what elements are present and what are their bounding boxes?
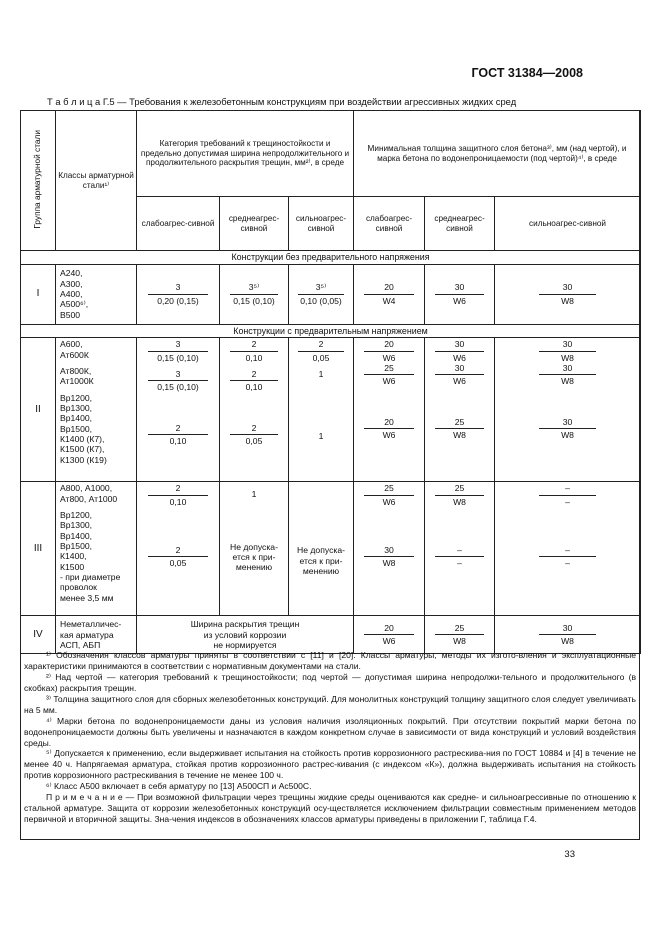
header-category: Категория требований к трещиностойкости и предельно допустимая ширина непродолжительного и продолжительного раскрытия трещин, мм²⁾, в среде: [137, 111, 354, 197]
g4-cover-medium: 25 W8: [425, 616, 495, 654]
env-strong-2: сильноагрес-сивной: [495, 197, 641, 251]
footnote-1: ¹⁾ Обозначения классов арматуры приняты в соответствии с [11] и [20]. Классы арматуры, методы их изгото-вления и эксплуатационные характеристики принимаются в соответствии с нормативным документами на стали.: [24, 650, 636, 671]
g1-cover-medium: 30 W6: [425, 264, 495, 324]
env-medium-1: среднеагрес-сивной: [220, 197, 289, 251]
g1-cover-weak: 20 W4: [354, 264, 425, 324]
header-group: Группа арматурной стали: [32, 130, 43, 229]
g2-cover-weak: 20 W6 25 W6 20 W6: [354, 338, 425, 482]
g2-cover-medium: 30 W6 30 W6 25 W8: [425, 338, 495, 482]
group-ii: II: [21, 338, 56, 482]
group-iii: III: [21, 482, 56, 616]
footnote-2: ²⁾ Над чертой — категория требований к трещиностойкости; под чертой — допустимая ширина непродолжи-тельного и продолжительного (в скобках) раскрытия трещин.: [24, 671, 636, 693]
group-i: I: [21, 264, 56, 324]
footnote-3: ³⁾ Толщина защитного слоя для сборных железобетонных конструкций. Для монолитных конструкций толщину защитного слоя следует увеличивать на 5 мм.: [24, 693, 636, 715]
requirements-table: [20, 110, 641, 654]
page-number: 33: [564, 849, 575, 860]
table-note: П р и м е ч а н и е — При возможной фильтрации через трещины жидкие среды оцениваются как средне- и сильноагрессивные по отношению к стальной арматуре. Защита от коррозии железобетонных конструкций осу-ществляется исключением фильтрации совместным применением методов первичной и вторичной защиты. Зна-чения индексов в обозначениях классов арматуры приведены в приложении Г, таблица Г.4.: [24, 792, 636, 825]
header-classes: Классы арматурной стали¹⁾: [56, 111, 137, 251]
header-min-cover: Минимальная толщина защитного слоя бетона³⁾, мм (над чертой), и марка бетона по водонепроницаемости (под чертой)⁴⁾, в среде: [354, 111, 641, 197]
classes-g4: Неметалличес- кая арматура АСП, АБП: [56, 616, 137, 654]
env-medium-2: среднеагрес-сивной: [425, 197, 495, 251]
footnote-4: ⁴⁾ Марки бетона по водонепроницаемости даны из условия наличия изоляционных покрытий. При отсутствии покрытий марки бетона по водонепроницаемости должны быть увеличены и назначаются в каждом конкретном случае в зависимости от вида конструкций и условий воздействия среды.: [24, 715, 636, 748]
g2-cover-strong: 30 W8 30 W8 30 W8: [495, 338, 641, 482]
classes-g3: А800, А1000, Ат800, Ат1000 Вр1200, Вр1300, Вр1400, Вр1500, К1400, К1500 - при диаметре проволок менее 3,5 мм: [56, 482, 137, 616]
header-group-cell: [21, 111, 56, 251]
g3-cover-medium: 25 W8 – –: [425, 482, 495, 616]
section-non-prestressed: Конструкции без предварительного напряжения: [21, 251, 641, 265]
g3-cat-medium: 1 Не допуска- ется к при- менению: [220, 482, 289, 616]
g4-cover-strong: 30 W8: [495, 616, 641, 654]
footnote-6: ⁶⁾ Класс А500 включает в себя арматуру по [13] А500СП и Ас500С.: [46, 781, 312, 792]
g1-cat-weak: 3 0,20 (0,15): [137, 264, 220, 324]
table-caption: Т а б л и ц а Г.5 — Требования к железобетонным конструкциям при воздействии агрессивных жидких сред: [47, 96, 517, 107]
g3-cat-strong: Не допуска- ется к при- менению: [289, 482, 354, 616]
g2-cat-medium: 2 0,10 2 0,10 2 0,05: [220, 338, 289, 482]
group-iv: IV: [21, 616, 56, 654]
g4-cover-weak: 20 W6: [354, 616, 425, 654]
g2-cat-weak: 3 0,15 (0,10) 3 0,15 (0,10) 2 0,10: [137, 338, 220, 482]
classes-g1: А240, А300, А400, А500⁶⁾, В500: [56, 264, 137, 324]
g1-cat-strong: 3⁵⁾ 0,10 (0,05): [289, 264, 354, 324]
env-strong-1: сильноагрес-сивной: [289, 197, 354, 251]
g3-cover-strong: – – – –: [495, 482, 641, 616]
footnote-5: ⁵⁾ Допускается к применению, если выдерживает испытания на стойкость против коррозионного растрескива-ния по ГОСТ 10884 и [4] в течение не менее 40 ч. Напрягаемая арматура, стойкая против коррозионного растрес-кивания (с индексом «К»), должна выдерживать испытания на стойкость против коррозионного растрескивания в течение не менее 100 ч.: [24, 748, 636, 781]
classes-g2: А600, Ат600К Ат800К, Ат1000К Вр1200, Вр1300, Вр1400, Вр1500, К1400 (К7), К1500 (К7), К1300 (К19): [56, 338, 137, 482]
env-weak-2: слабоагрес-сивной: [354, 197, 425, 251]
env-weak-1: слабоагрес-сивной: [137, 197, 220, 251]
standard-number: ГОСТ 31384—2008: [471, 66, 583, 80]
g2-cat-strong: 2 0,05 1 1: [289, 338, 354, 482]
g1-cover-strong: 30 W8: [495, 264, 641, 324]
section-prestressed: Конструкции с предварительным напряжением: [21, 324, 641, 338]
footnotes: [24, 650, 636, 825]
g1-cat-medium: 3⁵⁾ 0,15 (0,10): [220, 264, 289, 324]
g4-crack-note: Ширина раскрытия трещин из условий коррозии не нормируется: [137, 616, 354, 654]
g3-cat-weak: 2 0,10 2 0,05: [137, 482, 220, 616]
g3-cover-weak: 25 W6 30 W8: [354, 482, 425, 616]
